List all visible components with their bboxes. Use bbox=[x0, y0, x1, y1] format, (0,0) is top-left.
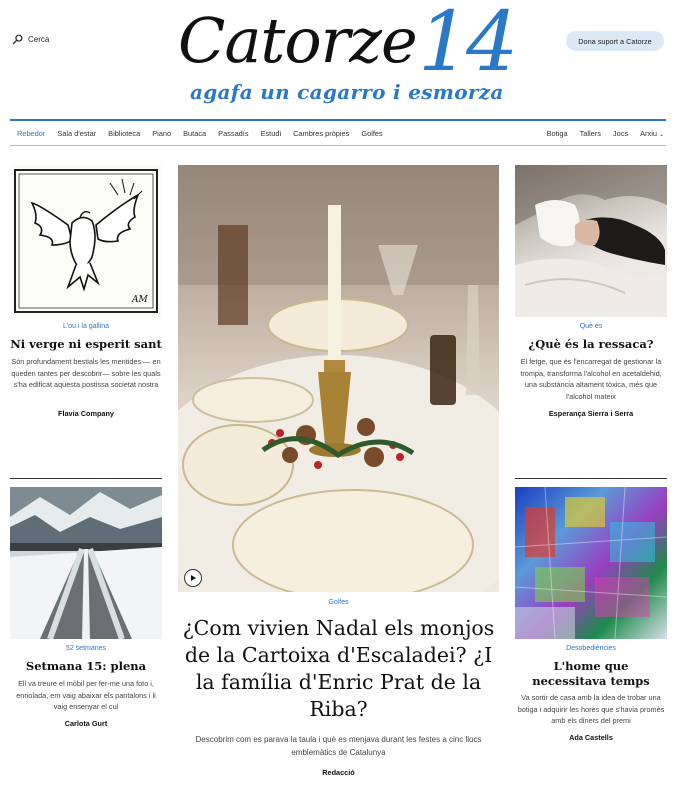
article-teaser: Descobrim com es parava la taula i què es menjava durant les festes a cinc llocs emblemàtics de Catalunya bbox=[195, 735, 482, 757]
article-card-ni-verge[interactable] bbox=[10, 165, 162, 425]
nav-item-golfes[interactable]: Golfes bbox=[361, 129, 383, 138]
article-card-ressaca[interactable] bbox=[515, 165, 667, 425]
article-headline[interactable]: ¿Com vivien Nadal els monjos de la Cartoixa d'Escaladei? ¿I la família d'Enric Prat de la Riba? bbox=[182, 616, 495, 721]
article-headline[interactable]: ¿Què és la ressaca? bbox=[528, 337, 654, 351]
article-author[interactable]: Flavia Company bbox=[58, 409, 114, 418]
nav-item-piano[interactable]: Piano bbox=[152, 129, 172, 138]
article-kicker[interactable]: 52 setmanes bbox=[65, 645, 107, 652]
nav-item-butaca[interactable]: Butaca bbox=[183, 129, 207, 138]
article-teaser: Ell va treure el mòbil per fer-me una foto i, enriolada, em vaig abaixar els pantalons i li vaig ensenyar el cul bbox=[16, 679, 156, 711]
search-button[interactable] bbox=[12, 34, 49, 45]
site-logo[interactable] bbox=[178, 0, 515, 108]
column-divider bbox=[10, 478, 162, 479]
nav-item-passadis[interactable]: Passadís bbox=[218, 129, 249, 138]
chevron-down-icon: ⌄ bbox=[658, 132, 664, 138]
logo-tagline: agafa un cagarro i esmorza bbox=[190, 80, 504, 104]
nav-item-cambres-propies[interactable]: Cambres pròpies bbox=[293, 129, 350, 138]
nav-bottom-rule bbox=[10, 145, 666, 146]
nav-item-arxiu[interactable] bbox=[640, 129, 664, 138]
article-kicker[interactable]: Desobediències bbox=[566, 645, 616, 652]
article-author[interactable]: Ada Castells bbox=[569, 733, 613, 742]
article-author[interactable]: Carlota Gurt bbox=[64, 719, 108, 728]
article-teaser: Són profundament bestials les mentides — en queden tantes per descobrir— sobre les quals s'ha edificat aquesta postissa societat nostra bbox=[11, 357, 161, 389]
article-card-setmana-15[interactable] bbox=[10, 487, 162, 737]
article-headline[interactable]: Ni verge ni esperit sant bbox=[10, 337, 162, 351]
search-icon bbox=[12, 34, 23, 45]
nav-item-estudi[interactable]: Estudi bbox=[260, 129, 282, 138]
nav-item-sala-destar[interactable]: Sala d'estar bbox=[57, 129, 97, 138]
article-kicker[interactable]: Golfes bbox=[328, 599, 349, 606]
abstract-colorful-image[interactable] bbox=[515, 487, 667, 639]
nav-item-tallers[interactable]: Tallers bbox=[579, 129, 601, 138]
donate-button[interactable]: Dona suport a Catorze bbox=[566, 31, 664, 51]
article-kicker[interactable]: L'ou i la gallina bbox=[62, 323, 110, 330]
christmas-table-photo[interactable] bbox=[178, 165, 499, 592]
nav-item-arxiu-label: Arxiu bbox=[640, 129, 657, 138]
search-label: Cerca bbox=[28, 35, 50, 44]
article-headline[interactable]: Setmana 15: plena bbox=[25, 659, 147, 673]
nav-item-jocs[interactable]: Jocs bbox=[612, 129, 629, 138]
article-headline[interactable]: L'home que necessitava temps bbox=[532, 659, 650, 688]
nav-item-biblioteca[interactable]: Biblioteca bbox=[108, 129, 141, 138]
article-teaser: Va sortir de casa amb la idea de trobar una botiga i adquirir les hores que s'havia promès amb els diners del premi bbox=[517, 693, 665, 725]
article-card-home-temps[interactable] bbox=[515, 487, 667, 752]
nav-item-botiga[interactable]: Botiga bbox=[546, 129, 568, 138]
person-in-bed-photo[interactable] bbox=[515, 165, 667, 317]
article-card-main-nadal[interactable] bbox=[178, 165, 499, 780]
play-icon[interactable] bbox=[184, 569, 202, 587]
article-author[interactable]: Esperança Sierra i Serra bbox=[548, 409, 634, 418]
artist-signature: AM bbox=[132, 295, 148, 305]
dove-drawing-image[interactable] bbox=[10, 165, 162, 317]
logo-number: 14 bbox=[418, 0, 515, 90]
column-divider bbox=[515, 478, 667, 479]
article-author[interactable]: Redacció bbox=[322, 768, 355, 777]
logo-word: Catorze bbox=[178, 4, 417, 77]
nav-item-rebedor[interactable]: Rebedor bbox=[17, 129, 46, 138]
main-nav bbox=[10, 122, 666, 145]
snowy-road-photo[interactable] bbox=[10, 487, 162, 639]
article-kicker[interactable]: Què és bbox=[579, 323, 603, 330]
article-teaser: El fetge, que és l'encarregat de gestionar la trompa, transforma l'alcohol en acetaldehid, una substància altament tòxica, més que l'alcohol mateix bbox=[520, 357, 662, 401]
nav-top-rule bbox=[10, 119, 666, 121]
